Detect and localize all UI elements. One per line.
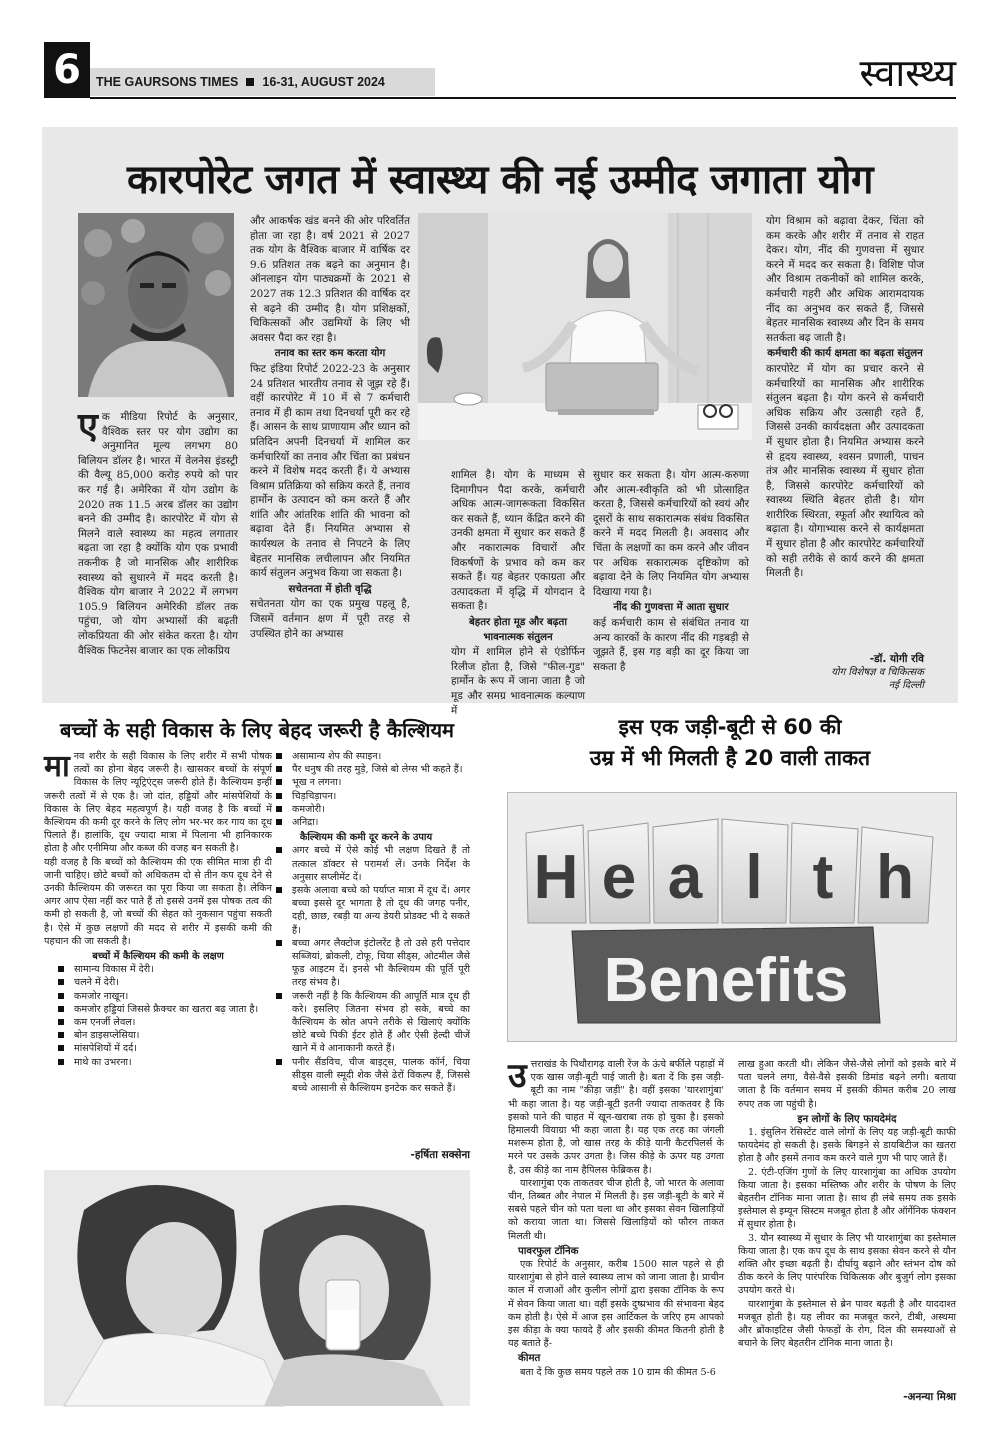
list-item: अनिद्रा।: [262, 816, 470, 829]
paragraph: 2. एंटी-एजिंग गुणों के लिए यारशागुंबा का अधिक उपयोग किया जाता है। इसका मस्तिष्क और शरीर के पोषण के लिए बेहतरीन टॉनिक माना जाता है। साथ ही लंबे समय तक इसके इस्तेमाल से इम्यून सिस्टम मजबूत होता है और ऑर्गेनिक फंक्शन में सुधार होता है।: [738, 1166, 956, 1231]
yoga-column-1: [78, 406, 238, 695]
subheading: तनाव का स्तर कम करता योग: [274, 348, 386, 360]
yoga-byline: [766, 652, 924, 692]
list-item: इसके अलावा बच्चे को पर्याप्त मात्रा में दूध दें। अगर बच्चा इससे दूर भागता है तो दूध की जगह पनीर, दही, छाछ, रबड़ी या अन्य डेयरी प्रोडक्ट भी दे सकते हैं।: [262, 884, 470, 937]
yoga-headline: कारपोरेट जगत में स्वास्थ्य की नई उम्मीद जगाता योग: [126, 157, 874, 203]
yoga-column-2: [250, 214, 410, 696]
list-item: सामान्य विकास में देरी।: [44, 963, 272, 976]
bullet-square-icon: [276, 779, 282, 785]
bullet-square-icon: [276, 753, 282, 759]
bullet-square-icon: [58, 993, 64, 999]
bullet-square-icon: [276, 793, 282, 799]
author-title: योग विशेषज्ञ व चिकित्सक: [831, 667, 924, 678]
health-column-1: [508, 1058, 724, 1408]
calcium-column-2: [262, 750, 470, 1122]
graphic-letter: t: [812, 843, 834, 912]
paragraph: बता दें कि कुछ समय पहले तक 10 ग्राम की कीमत 5-6: [520, 1366, 716, 1378]
list-item: कमजोरी।: [262, 803, 470, 816]
graphic-word: Benefits: [603, 946, 849, 1015]
paragraph: एक रिपोर्ट के अनुसार, करीब 1500 साल पहले से ही यारशागुंबा से होने वाले स्वास्थ्य लाभ को जाना जाता है। प्राचीन काल में राजाओं और कुलीन लोगों द्वारा इसका टॉनिक के रूप में सेवन किया जाता था। वहीं इसके दुष्प्रभाव की संभावना बेहद कम होती है। ऐसे में आज इस आर्टिकल के जरिए हम आपको इस कीड़ा के क्या फायदे हैं और इसकी कीमत कितनी होती है यह बताते हैं-: [508, 1259, 724, 1350]
paragraph: यारशागुंबा एक ताकतवर चीज होती है, जो भारत के अलावा चीन, तिब्बत और नेपाल में मिलती है। इस जड़ी-बूटी के बारे में सबसे पहले चीन को पता चला था और इसका सेवन खिलाड़ियों को कराया जाता था। जिससे खिलाड़ियों को फौरन ताकत मिलती थी।: [508, 1177, 724, 1242]
list-item: चिड़चिड़ापन।: [262, 790, 470, 803]
graphic-letter: l: [745, 843, 763, 912]
list-item: माथे का उभरना।: [44, 1056, 272, 1069]
health-author: -अनन्या मिश्रा: [903, 1391, 956, 1403]
paragraph: यही वजह है कि बच्चों को कैल्शियम की एक सीमित मात्रा ही दी जानी चाहिए। छोटे बच्चों को अधिकतम दो से तीन कप दूध देने से उनकी कैल्शियम की जरूरत का पूरा किया जा सकता है। लेकिन अगर आप ऐसा नहीं कर पाते हैं तो इससे उनमें इस पोषक तत्व की कमी हो सकती है, जो बच्चों की सेहत को नुकसान पहुंचा सकती है। ऐसे में कुछ लक्षणों की मदद से शरीर में इसकी कमी की पहचान की जा सकती है।: [44, 856, 272, 947]
health-headline: [500, 712, 960, 774]
yoga-photo: [418, 213, 752, 440]
author-photo: [78, 213, 234, 397]
bullet-square-icon: [58, 1045, 64, 1051]
calcium-author: -हर्षिता सक्सेना: [410, 1149, 470, 1161]
subheading: इन लोगों के लिए फायदेमंद: [797, 1113, 897, 1125]
headline-line-1: इस एक जड़ी-बूटी से 60 की: [618, 715, 842, 739]
yoga-column-5: [766, 214, 924, 650]
subheading: बेहतर होता मूड और बढ़ता भावनात्मक संतुलन: [468, 616, 567, 643]
paragraph: फिट इंडिया रिपोर्ट 2022-23 के अनुसार 24 प्रतिशत भारतीय तनाव से जूझ रहे हैं। वहीं कारपोरेट में 10 में से 7 कर्मचारी तनाव में ही काम तथा दिनचर्या पूरी कर रहे हैं। आसन के साथ प्राणायाम और ध्यान को प्रतिदिन अपनी दिनचर्या में शामिल कर कर्मचारियों का तनाव और चिंता का प्रबंधन करने में विशेष मदद करती हैं। ये अभ्यास विश्राम प्रतिक्रिया को सक्रिय करते हैं, तनाव हार्मोन के उत्पादन को कम करते हैं और शांति और आंतरिक शांति की भावना को बढ़ावा देते हैं। नियमित अभ्यास से कार्यस्थल के तनाव से निपटने के लिए बेहतर मानसिक लचीलापन और नियमित कार्य संतुलन अनुभव किया जा सकता है।: [250, 362, 410, 580]
bullet-square-icon: [58, 1006, 64, 1012]
paragraph: कई कर्मचारी काम से संबंधित तनाव या अन्य कारकों के कारण नींद की गड़बड़ी से जूझते हैं, इस गड़ बड़ी का दूर किया जा सकता है: [593, 616, 749, 673]
page-number: 6: [44, 42, 90, 98]
health-column-2: [738, 1058, 956, 1390]
separator-square-icon: [246, 78, 254, 86]
paragraph: योग विश्राम को बढ़ावा देकर, चिंता को कम करके और शरीर में तनाव से राहत देकर। योग, नींद की गुणवत्ता में सुधार करने में मदद कर सकता है। विशिष्ट पोज और विश्राम तकनीकों को शामिल करके, कर्मचारी गहरी और अधिक आरामदायक नींद का अनुभव कर सकते हैं, जिससे बेहतर मानसिक स्वास्थ्य और दिन के समय सतर्कता बढ़ जाती है।: [766, 215, 924, 344]
list-item: कमजोर नाखून।: [44, 990, 272, 1003]
bullet-square-icon: [276, 847, 282, 853]
paragraph: और आकर्षक खंड बनने की ओर परिवर्तित होता जा रहा है। वर्ष 2021 से 2027 तक योग के वैश्विक बाजार में वार्षिक दर 9.6 प्रतिशत तक बढ़ने का अनुमान है। ऑनलाइन योग पाठ्यक्रमों के 2021 से 2027 तक 12.3 प्रतिशत की वार्षिक दर से बढ़ने की उम्मीद है। योग प्रशिक्षकों, चिकित्सकों और उद्यमियों के लिए भी अवसर पैदा कर रहा है।: [250, 215, 410, 344]
header-rule: [90, 97, 956, 99]
subheading: कैल्शियम की कमी दूर करने के उपाय: [299, 832, 433, 844]
subheading: बच्चों में कैल्शियम की कमी के लक्षण: [92, 951, 224, 963]
issue-date: 16-31, AUGUST 2024: [262, 75, 385, 89]
bullet-square-icon: [276, 806, 282, 812]
paragraph: योग में शामिल होने से एंडोर्फिन रिलीज होता है, जिसे "फील-गुड" हार्मोन के रूप में जाना जाता है जो मूड और समग्र भावनात्मक कल्याण में: [451, 646, 585, 717]
paragraph: कारपोरेट में योग का प्रचार करने से कर्मचारियों का मानसिक और शारीरिक संतुलन बढ़ता है। योग करने से कर्मचारी अधिक सक्रिय और उत्साही रहते हैं, जिससे उनकी कार्यदक्षता और उत्पादकता में सुधार होता है। नियमित अभ्यास करने से हृदय स्वास्थ्य, श्वसन प्रणाली, पाचन तंत्र और मानसिक स्वास्थ्य में सुधार होता है, जिससे कारपोरेट कर्मचारियों को स्वास्थ्य स्थिति बेहतर होती है। योग शारीरिक स्थिरता, स्फूर्ता और स्थायित्व को बढ़ाता है। योगाभ्यास करने से कार्यक्षमता में सुधार होता है और कारपोरेट कर्मचारियों को सही तरीके से कार्य करने की क्षमता मिलती है।: [766, 362, 924, 580]
subheading: नींद की गुणवत्ता में आता सुधार: [613, 602, 729, 614]
health-benefits-graphic: [507, 792, 957, 1042]
paragraph: क मीडिया रिपोर्ट के अनुसार, वैश्विक स्तर पर योग उद्योग का अनुमानित मूल्य लगभग 80 बिलियन डॉलर है। भारत में वेलनेस इंडस्ट्री की वैल्यू 85,000 करोड़ रुपये को पार कर गई है। अमेरिका में योग उद्योग के 2020 तक 11.5 अरब डॉलर का उद्योग बनने की उम्मीद है। कारपोरेट में योग से मिलने वाले स्वास्थ्य का महत्व लगातार बढ़ता जा रहा है क्योंकि योग एक प्रभावी तकनीक है जो मानसिक और शारीरिक स्वास्थ्य को सुधारने में मदद करती है। वैश्विक योग बाजार ने 2022 में लगभग 105.9 बिलियन अमेरिकी डॉलर तक पहुंचा, जो योग अभ्यासों की बढ़ती लोकप्रियता की ओर संकेत करता है। योग वैश्विक फिटनेस बाजार का एक लोकप्रिय: [78, 411, 238, 657]
graphic-letter: e: [601, 843, 637, 912]
masthead-bar: [90, 68, 435, 96]
graphic-letter: a: [667, 843, 703, 912]
mother-child-milk-photo: [44, 1170, 470, 1406]
bullet-square-icon: [276, 766, 282, 772]
paragraph: 3. यौन स्वास्थ्य में सुधार के लिए भी यारशागुंबा का इस्तेमाल किया जाता है। एक कप दूध के साथ इसका सेवन करने से यौन शक्ति और इच्छा बढ़ती है। दीर्घायु बढ़ाने और स्तंभन दोष को ठीक करने के लिए पारंपरिक चिकित्सक और बुजुर्ग लोग इसका उपयोग करते थे।: [738, 1232, 956, 1297]
list-item: बच्चा अगर लैक्टोज इंटोलरेंट है तो उसे हरी पत्तेदार सब्जियां, ब्रोकली, टोफू, चिया सीड्स, ओटमील जैसे फूड आइटम दें। इनसे भी कैल्शियम की पूर्ति पूरी तरह संभव है।: [262, 937, 470, 990]
graphic-letter: H: [533, 843, 579, 912]
dropcap: उ: [508, 1056, 527, 1096]
author-location: नई दिल्ली: [888, 680, 924, 691]
dropcap: मा: [44, 749, 70, 784]
paragraph: 1. इंसुलिन रेसिस्टेंट वाले लोगों के लिए यह जड़ी-बूटी काफी फायदेमंद हो सकती है। इसके बिगड़ने से डायबिटीज का खतरा होता है और इसमें तनाव कम करने वाले गुण भी पाए जाते हैं।: [738, 1127, 956, 1165]
bullet-square-icon: [58, 966, 64, 972]
paper-name: THE GAURSONS TIMES: [96, 75, 239, 89]
list-item: पनीर सैंडविच, चीज बाइट्स, पालक कॉर्न, चिया सीड्स वाली स्मूदी शेक जैसे ढेरों विकल्प हैं, जिससे बच्चे आसानी से कैल्शियम इनटेक कर सकते हैं।: [262, 1056, 470, 1096]
paragraph: शामिल है। योग के माध्यम से दिमागीपन पैदा करके, कर्मचारी अधिक आत्म-जागरूकता विकसित कर सकते हैं, ध्यान केंद्रित करने की उनकी क्षमता में सुधार कर सकते हैं और नकारात्मक विचारों और विकर्षणों के प्रभाव को कम कर सकते हैं। यह बेहतर एकाग्रता और उत्पादकता में वृद्धि में योगदान दे सकता है।: [451, 469, 585, 613]
list-item: अगर बच्चे में ऐसे कोई भी लक्षण दिखते हैं तो तत्काल डॉक्टर से परामर्श लें। उनके निर्देश के अनुसार सप्लीमेंट दें।: [262, 844, 470, 884]
bullet-square-icon: [58, 1019, 64, 1025]
bullet-square-icon: [58, 1059, 64, 1065]
paragraph: नव शरीर के सही विकास के लिए शरीर में सभी पोषक तत्वों का होना बेहद जरूरी है। खासकर बच्चों के संपूर्ण विकास के लिए न्यूट्रिएंट्स जरूरी होते हैं। कैल्शियम इन्हीं जरूरी तत्वों में से एक है। जो दांत, हड्डियों और मांसपेशियों के विकास के लिए बेहद महत्वपूर्ण है। यही वजह है कि बच्चों में कैल्शियम की कमी दूर करने के लिए लोग भर-भर कर गाय का दूध पिलाते हैं। हालांकि, दूध ज्यादा मात्रा में पिलाना भी हानिकारक होता है और एनीमिया और कब्ज की वजह बन सकती है।: [44, 751, 272, 855]
list-item: चलने में देरी।: [44, 976, 272, 989]
subheading: सचेतनता में होती वृद्धि: [288, 583, 372, 595]
graphic-letter: h: [876, 843, 914, 912]
author-name: -डॉ. योगी रवि: [869, 653, 924, 665]
yoga-column-3: [451, 468, 585, 717]
list-item: जरूरी नहीं है कि कैल्शियम की आपूर्ति मात्र दूध ही करे। इसलिए जितना संभव हो सके, बच्चे का कैल्शियम के स्रोत अपने तरीके से खिलाएं क्योंकि छोटे बच्चे पिकी ईटर होते हैं और ऐसी हेल्दी चीजें खाने में वे आनाकानी करते हैं।: [262, 990, 470, 1056]
list-item: कमजोर हड्डियां जिससे फ्रैक्चर का खतरा बढ़ जाता है।: [44, 1003, 272, 1016]
headline-line-2: उम्र में भी मिलती है 20 वाली ताकत: [589, 746, 871, 770]
paragraph: सचेतनता योग का एक प्रमुख पहलू है, जिसमें वर्तमान क्षण में पूरी तरह से उपस्थित होने का अभ्यास: [250, 598, 410, 640]
paragraph: सुधार कर सकता है। योग आत्म-करुणा और आत्म-स्वीकृति को भी प्रोत्साहित करता है, जिससे कर्मचारियों को स्वयं और दूसरों के साथ सकारात्मक संबंध विकसित करने में मदद मिलती है। अवसाद और चिंता के लक्षणों का कम करने और जीवन पर अधिक सकारात्मक दृष्टिकोण को बढ़ावा देने के लिए नियमित योग अभ्यास दिखाया गया है।: [593, 469, 749, 598]
subheading: कीमत: [518, 1353, 541, 1365]
list-item: असामान्य शेप की स्पाइन।: [262, 750, 470, 763]
calcium-headline: बच्चों के सही विकास के लिए बेहद जरूरी है कैल्शियम: [59, 718, 455, 742]
subheading: पावरफुल टॉनिक: [518, 1245, 579, 1257]
list-item: कम एनर्जी लेवल।: [44, 1016, 272, 1029]
list-item: मांसपेशियों में दर्द।: [44, 1042, 272, 1055]
bullet-square-icon: [58, 1032, 64, 1038]
subheading: कर्मचारी की कार्य क्षमता का बढ़ता संतुलन: [767, 348, 923, 360]
list-item: बोन डाइसप्लेसिया।: [44, 1029, 272, 1042]
bullet-square-icon: [276, 1059, 282, 1065]
paragraph: लाख हुआ करती थी। लेकिन जैसे-जैसे लोगों को इसके बारे में पता चलने लगा, वैसे-वैसे इसकी डिमांड बढ़ने लगी। बताया जाता है कि वर्तमान समय में इसकी कीमत करीब 20 लाख रुपए तक जा पहुंची है।: [738, 1059, 956, 1110]
paragraph: यारशागुंबा के इस्तेमाल से ब्रेन पावर बढ़ती है और याददाश्त मजबूत होती है। यह लीवर का मजबूत करने, टीबी, अस्थमा और ब्रोंकाइटिस जैसी फेफड़ों के रोग, दिल की समस्याओं से बचाने के लिए बेहतरीन टॉनिक माना जाता है।: [738, 1298, 956, 1350]
bullet-square-icon: [276, 940, 282, 946]
list-item: पैर धनुष की तरह मुड़े, जिसे बो लेग्स भी कहते हैं।: [262, 763, 470, 776]
bullet-square-icon: [58, 979, 64, 985]
yoga-column-4: [593, 468, 749, 696]
calcium-column-1: [44, 750, 272, 1155]
dropcap: ए: [78, 406, 98, 447]
bullet-square-icon: [276, 887, 282, 893]
list-item: भूख न लगना।: [262, 776, 470, 789]
paragraph: त्तराखंड के पिथौरागढ़ वाली रेंज के ऊंचे बर्फीले पहाड़ों में एक खास जड़ी-बूटी पाई जाती है। बता दें कि इस जड़ी-बूटी का नाम "कीड़ा जड़ी" है। वहीं इसका 'यारशागुंबा' भी कहा जाता है। यह जड़ी-बूटी इतनी ज्यादा ताकतवर है कि इसको पाने की चाहत में खून-खराबा तक हो चुका है। इसको हिमालयी वियाग्रा भी कहा जाता है। यह एक तरह का जंगली मशरूम होता है, जो खास तरह के कीड़े यानी कैटरपिलर्स के मरने पर उसके ऊपर उगता है। जिस कीड़े के ऊपर यह उगता है, उस कीड़े का नाम हैपिलस फेब्रिकस है।: [508, 1059, 724, 1176]
bullet-square-icon: [276, 819, 282, 825]
section-title: स्वास्थ्य: [859, 51, 956, 95]
bullet-square-icon: [276, 993, 282, 999]
